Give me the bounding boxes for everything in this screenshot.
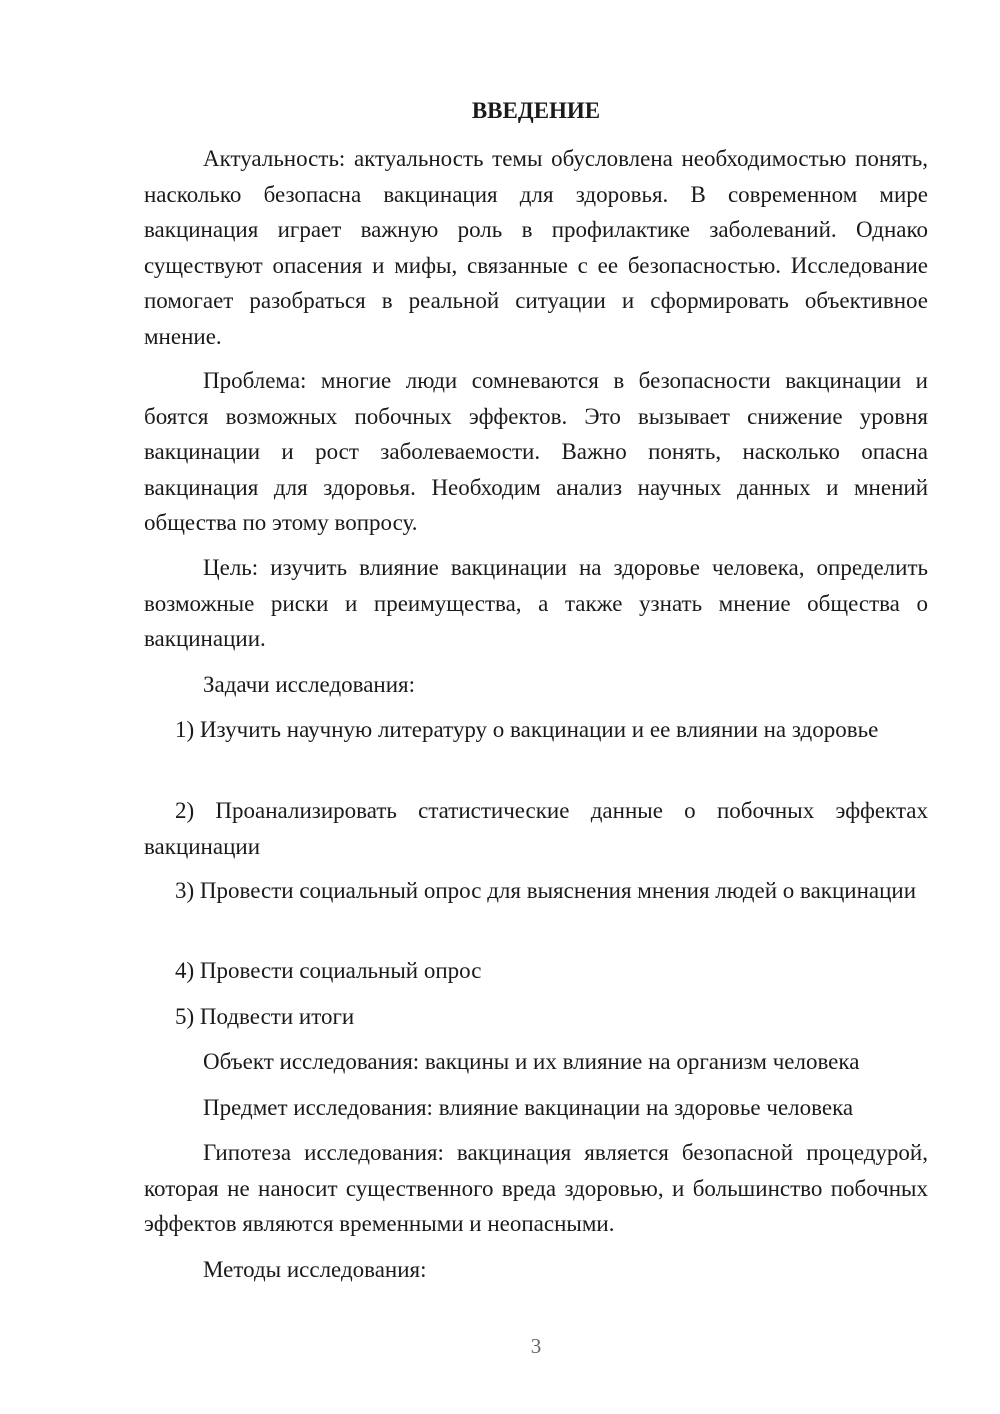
- paragraph-problem: Проблема: многие люди сомневаются в безопасности вакцинации и боятся возможных побочных эффектов. Это вызывает снижение уровня вакцинации и рост заболеваемости. Важно понять, насколько опасна вакцинация для здоровья. Необходим анализ научных данных и мнений общества по этому вопросу.: [144, 368, 928, 535]
- task-item-1: 1) Изучить научную литературу о вакцинации и ее влиянии на здоровье: [175, 717, 879, 742]
- paragraph-tasks-title: Задачи исследования:: [203, 672, 416, 697]
- paragraph-hypothesis: Гипотеза исследования: вакцинация является безопасной процедурой, которая не наносит существенного вреда здоровью, и большинство побочных эффектов являются временными и неопасными.: [144, 1140, 928, 1236]
- task-item-2: 2) Проанализировать статистические данные о побочных эффектах вакцинации: [144, 798, 928, 859]
- page-title: ВВЕДЕНИЕ: [471, 98, 601, 123]
- paragraph-methods-title: Методы исследования:: [203, 1257, 427, 1282]
- task-item-4: 4) Провести социальный опрос: [175, 958, 482, 983]
- paragraph-subject: Предмет исследования: влияние вакцинации на здоровье человека: [203, 1095, 854, 1120]
- paragraph-goal: Цель: изучить влияние вакцинации на здоровье человека, определить возможные риски и преимущества, а также узнать мнение общества о вакцинации.: [144, 555, 928, 651]
- task-item-3: 3) Провести социальный опрос для выяснения мнения людей о вакцинации: [175, 878, 917, 903]
- page-number: 3: [530, 1334, 542, 1358]
- paragraph-relevance: Актуальность: актуальность темы обусловлена необходимостью понять, насколько безопасна вакцинация для здоровья. В современном мире вакцинация играет важную роль в профилактике заболеваний. Однако существуют опасения и мифы, связанные с ее безопасностью. Исследование помогает разобраться в реальной ситуации и сформировать объективное мнение.: [144, 146, 928, 349]
- task-item-5: 5) Подвести итоги: [175, 1004, 355, 1029]
- paragraph-object: Объект исследования: вакцины и их влияние на организм человека: [203, 1049, 860, 1074]
